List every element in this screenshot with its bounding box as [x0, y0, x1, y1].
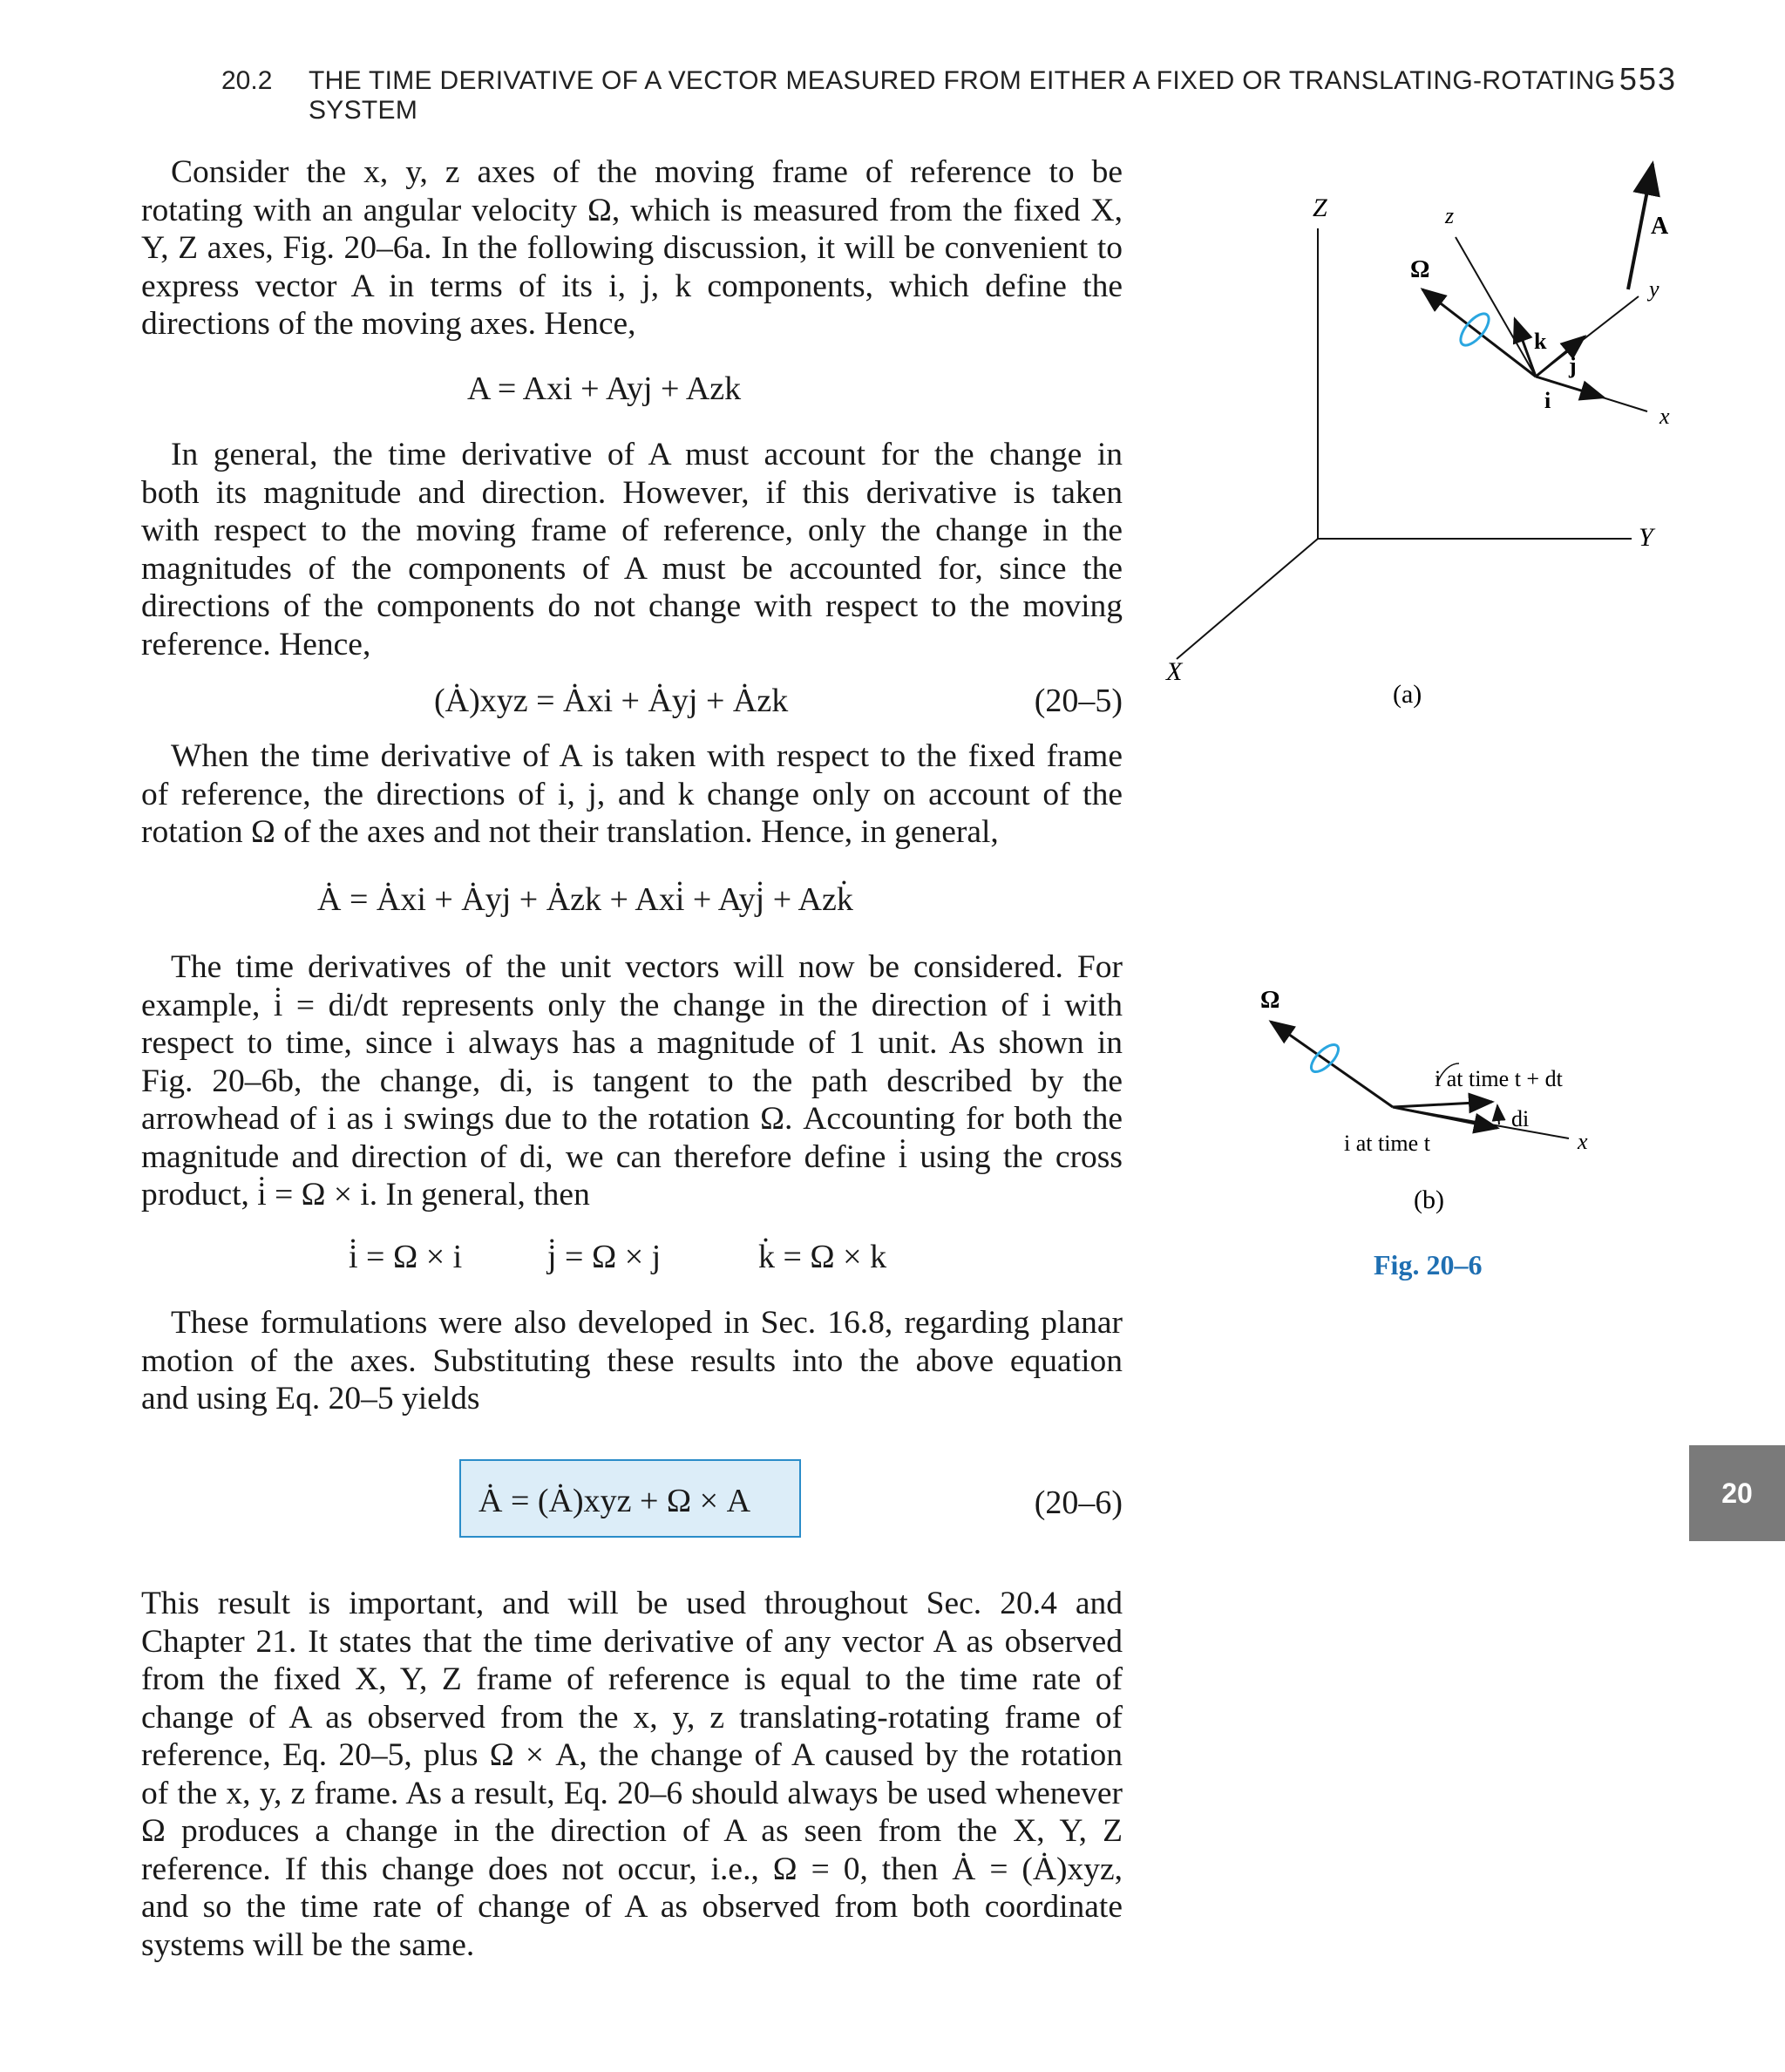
equation-number-20-5: (20–5) [1034, 683, 1123, 719]
di-vector [1497, 1105, 1499, 1124]
paragraph-intro [141, 153, 1123, 343]
vector-A [1628, 164, 1653, 289]
label-i: i [1544, 388, 1551, 413]
text-line: Consider the x, y, z axes of the moving frame of reference to be [171, 154, 1123, 190]
text-line: of reference, the directions of i, j, and k change only on account of the [141, 776, 1123, 812]
text-line: reference. Hence, [141, 626, 371, 662]
paragraph-moving-frame [141, 436, 1123, 663]
text-line: Fig. 20–6b, the change, di, is tangent to the path described by the [141, 1063, 1123, 1099]
caption-a: (a) [1393, 680, 1422, 709]
label-x: x [1659, 404, 1670, 429]
text-line: Y, Z axes, Fig. 20–6a. In the following discussion, it will be convenient to [141, 230, 1123, 266]
equation-k-dot: k̇ = Ω × k [758, 1239, 887, 1275]
text-line: motion of the axes. Substituting these results into the above equation [141, 1342, 1123, 1379]
omega-vector-b [1271, 1022, 1393, 1107]
text-line: and using Eq. 20–5 yields [141, 1381, 480, 1416]
caption-b: (b) [1414, 1185, 1444, 1214]
figure-a [1165, 164, 1670, 709]
paragraph-unit-vectors [141, 948, 1123, 1214]
text-line: with respect to the moving frame of reference, only the change in the [141, 513, 1123, 548]
text-line: rotating with an angular velocity Ω, which is measured from the fixed X, [141, 192, 1123, 228]
text-line: example, i̇ = di/dt represents only the change in the direction of i with [141, 987, 1123, 1023]
text-line: In general, the time derivative of A must account for the change in [171, 437, 1123, 472]
text-line: reference. If this change does not occur, i.e., Ω = 0, then Ȧ = (Ȧ)xyz, [141, 1851, 1123, 1887]
text-line: both its magnitude and direction. However, if this derivative is taken [141, 474, 1123, 511]
equation-number-20-6: (20–6) [1034, 1484, 1123, 1521]
label-x-b: x [1578, 1129, 1588, 1154]
text-line: magnitude and direction of di, we can therefore define i̇ using the cross [141, 1138, 1123, 1175]
section-title: THE TIME DERIVATIVE OF A VECTOR MEASURED FROM EITHER A FIXED OR TRANSLATING-ROTATING SYSTEM [309, 66, 1616, 125]
text-line: change of A as observed from the x, y, z translating-rotating frame of [141, 1699, 1123, 1736]
text-line: product, i̇ = Ω × i. In general, then [141, 1177, 590, 1213]
label-omega: Ω [1410, 256, 1430, 283]
text-line: Chapter 21. It states that the time derivative of any vector A as observed [141, 1623, 1123, 1660]
text-line: directions of the components do not change with respect to the moving [141, 588, 1123, 624]
paragraph-formulations [141, 1304, 1123, 1418]
label-z: z [1445, 203, 1455, 228]
paragraph-fixed-frame [141, 737, 1123, 852]
label-Y: Y [1639, 523, 1653, 552]
text-line: systems will be the same. [141, 1926, 475, 1963]
running-header [221, 61, 1677, 125]
label-k: k [1534, 329, 1547, 354]
text-line: arrowhead of i as i swings due to the rotation Ω. Accounting for both the [141, 1101, 1123, 1137]
equation-full-derivative: Ȧ = Ȧxi + Ȧyj + Ȧzk + Axi̇ + Ayj̇ + Azk̇ [317, 881, 853, 918]
figure-20-6 [1150, 139, 1691, 1308]
text-line: respect to time, since i always has a magnitude of 1 unit. As shown in [141, 1025, 1123, 1061]
text-line: express vector A in terms of its i, j, k components, which define the [141, 268, 1123, 304]
text-line: When the time derivative of A is taken with respect to the fixed frame [171, 738, 1123, 774]
text-line: The time derivatives of the unit vectors will now be considered. For [171, 949, 1123, 985]
equation-20-6: Ȧ = (Ȧ)xyz + Ω × A [478, 1483, 751, 1519]
equation-j-dot: j̇ = Ω × j [547, 1239, 662, 1275]
equation-i-dot: i̇ = Ω × i [349, 1239, 463, 1275]
chapter-tab: 20 [1689, 1445, 1785, 1541]
i-at-t-dt-vector [1393, 1102, 1492, 1107]
label-j: j [1569, 353, 1577, 378]
label-Z: Z [1313, 194, 1327, 222]
x-axis-fixed [1177, 539, 1318, 659]
text-line: reference, Eq. 20–5, plus Ω × A, the change of A caused by the rotation [141, 1737, 1123, 1773]
label-A: A [1651, 213, 1669, 240]
text-line: This result is important, and will be used throughout Sec. 20.4 and [141, 1586, 1123, 1621]
text-line: These formulations were also developed in Sec. 16.8, regarding planar [171, 1305, 1123, 1341]
figure-title: Fig. 20–6 [1374, 1249, 1483, 1281]
text-line: of the x, y, z frame. As a result, Eq. 20–6 should always be used whenever [141, 1775, 1123, 1811]
text-line: magnitudes of the components of A must be accounted for, since the [141, 550, 1123, 587]
paragraph-result [141, 1585, 1123, 1964]
equation-components: A = Axi + Ayj + Azk [467, 370, 742, 407]
boxed-equation-20-6 [459, 1459, 801, 1538]
z-axis-moving [1456, 237, 1536, 377]
text-line: Ω produces a change in the direction of A as seen from the X, Y, Z [141, 1813, 1123, 1849]
equation-20-5: (Ȧ)xyz = Ȧxi + Ȧyj + Ȧzk [434, 683, 789, 719]
figure-b [1260, 987, 1588, 1214]
label-i-at-t-dt: i at time t + dt [1435, 1066, 1563, 1091]
label-y: y [1649, 276, 1659, 302]
text-line: directions of the moving axes. Hence, [141, 306, 636, 342]
i-at-t-vector [1393, 1107, 1497, 1128]
text-line: rotation Ω of the axes and not their translation. Hence, in general, [141, 814, 999, 850]
label-i-at-t: i at time t [1344, 1131, 1430, 1156]
label-X: X [1166, 657, 1183, 686]
text-line: from the fixed X, Y, Z frame of reference is equal to the time rate of [141, 1661, 1123, 1697]
label-di: di [1511, 1106, 1530, 1131]
section-number: 20.2 [221, 66, 273, 95]
page-number: 553 [1619, 61, 1677, 97]
label-omega-b: Ω [1260, 987, 1280, 1014]
text-line: and so the time rate of change of A as observed from both coordinate [141, 1889, 1123, 1925]
